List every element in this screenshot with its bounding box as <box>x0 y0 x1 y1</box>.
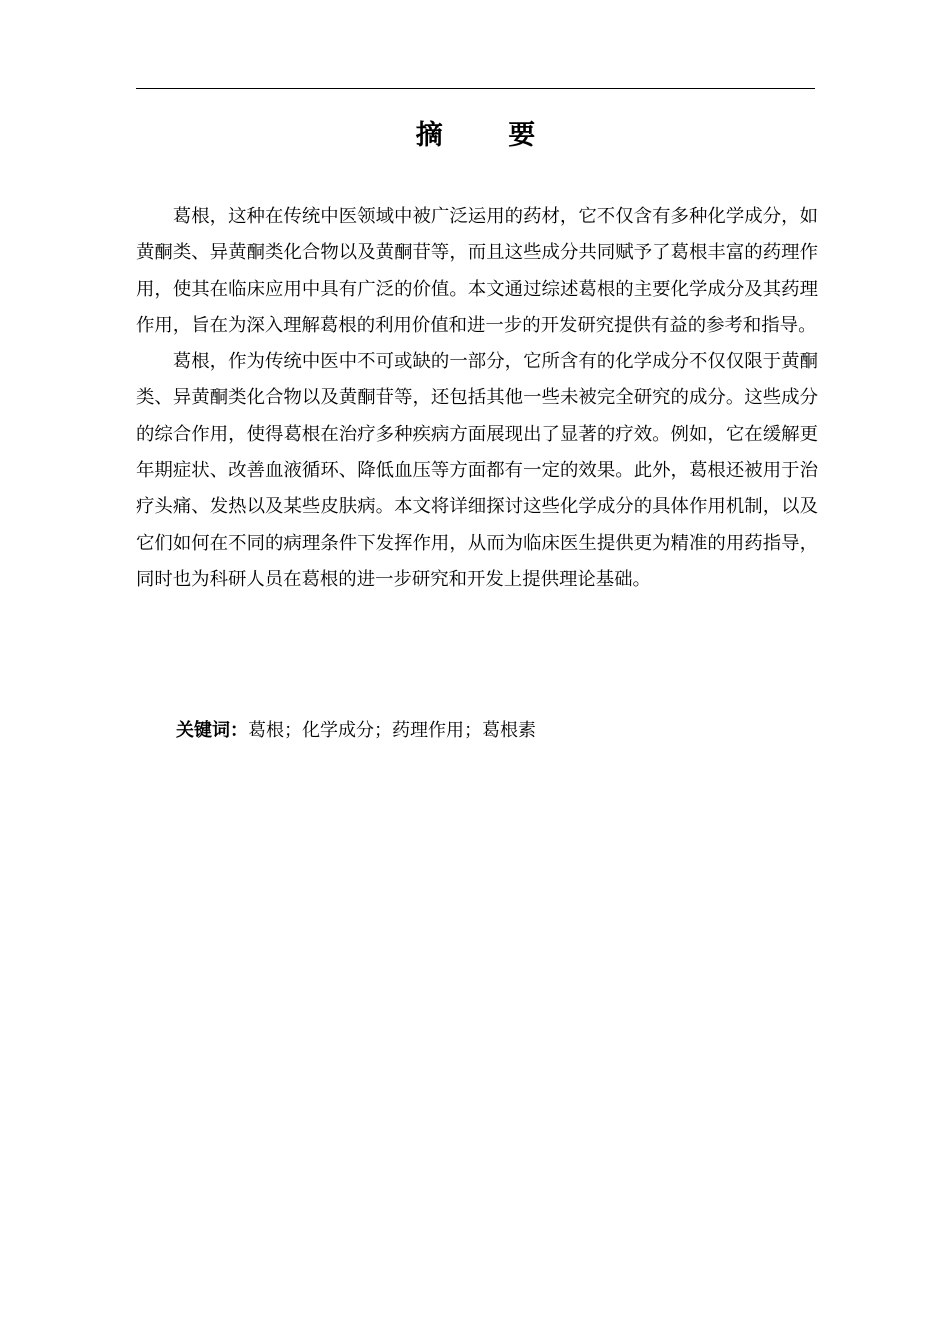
abstract-body <box>136 199 818 598</box>
keywords-label: 关键词： <box>176 720 248 741</box>
header-rule <box>136 88 815 89</box>
keywords-value: 葛根；化学成分；药理作用；葛根素 <box>248 720 536 741</box>
abstract-paragraph-2: 葛根，作为传统中医中不可或缺的一部分，它所含有的化学成分不仅仅限于黄酮类、异黄酮类化合物以及黄酮苷等，还包括其他一些未被完全研究的成分。这些成分的综合作用，使得葛根在治疗多种疾病方面展现出了显著的疗效。例如，它在缓解更年期症状、改善血液循环、降低血压等方面都有一定的效果。此外，葛根还被用于治疗头痛、发热以及某些皮肤病。本文将详细探讨这些化学成分的具体作用机制，以及它们如何在不同的病理条件下发挥作用，从而为临床医生提供更为精准的用药指导，同时也为科研人员在葛根的进一步研究和开发上提供理论基础。 <box>136 351 818 590</box>
abstract-title: 摘 要 <box>415 120 564 151</box>
keywords-line <box>176 714 536 748</box>
abstract-paragraph-1: 葛根，这种在传统中医领域中被广泛运用的药材，它不仅含有多种化学成分，如黄酮类、异黄酮类化合物以及黄酮苷等，而且这些成分共同赋予了葛根丰富的药理作用，使其在临床应用中具有广泛的价值。本文通过综述葛根的主要化学成分及其药理作用，旨在为深入理解葛根的利用价值和进一步的开发研究提供有益的参考和指导。 <box>136 206 818 336</box>
